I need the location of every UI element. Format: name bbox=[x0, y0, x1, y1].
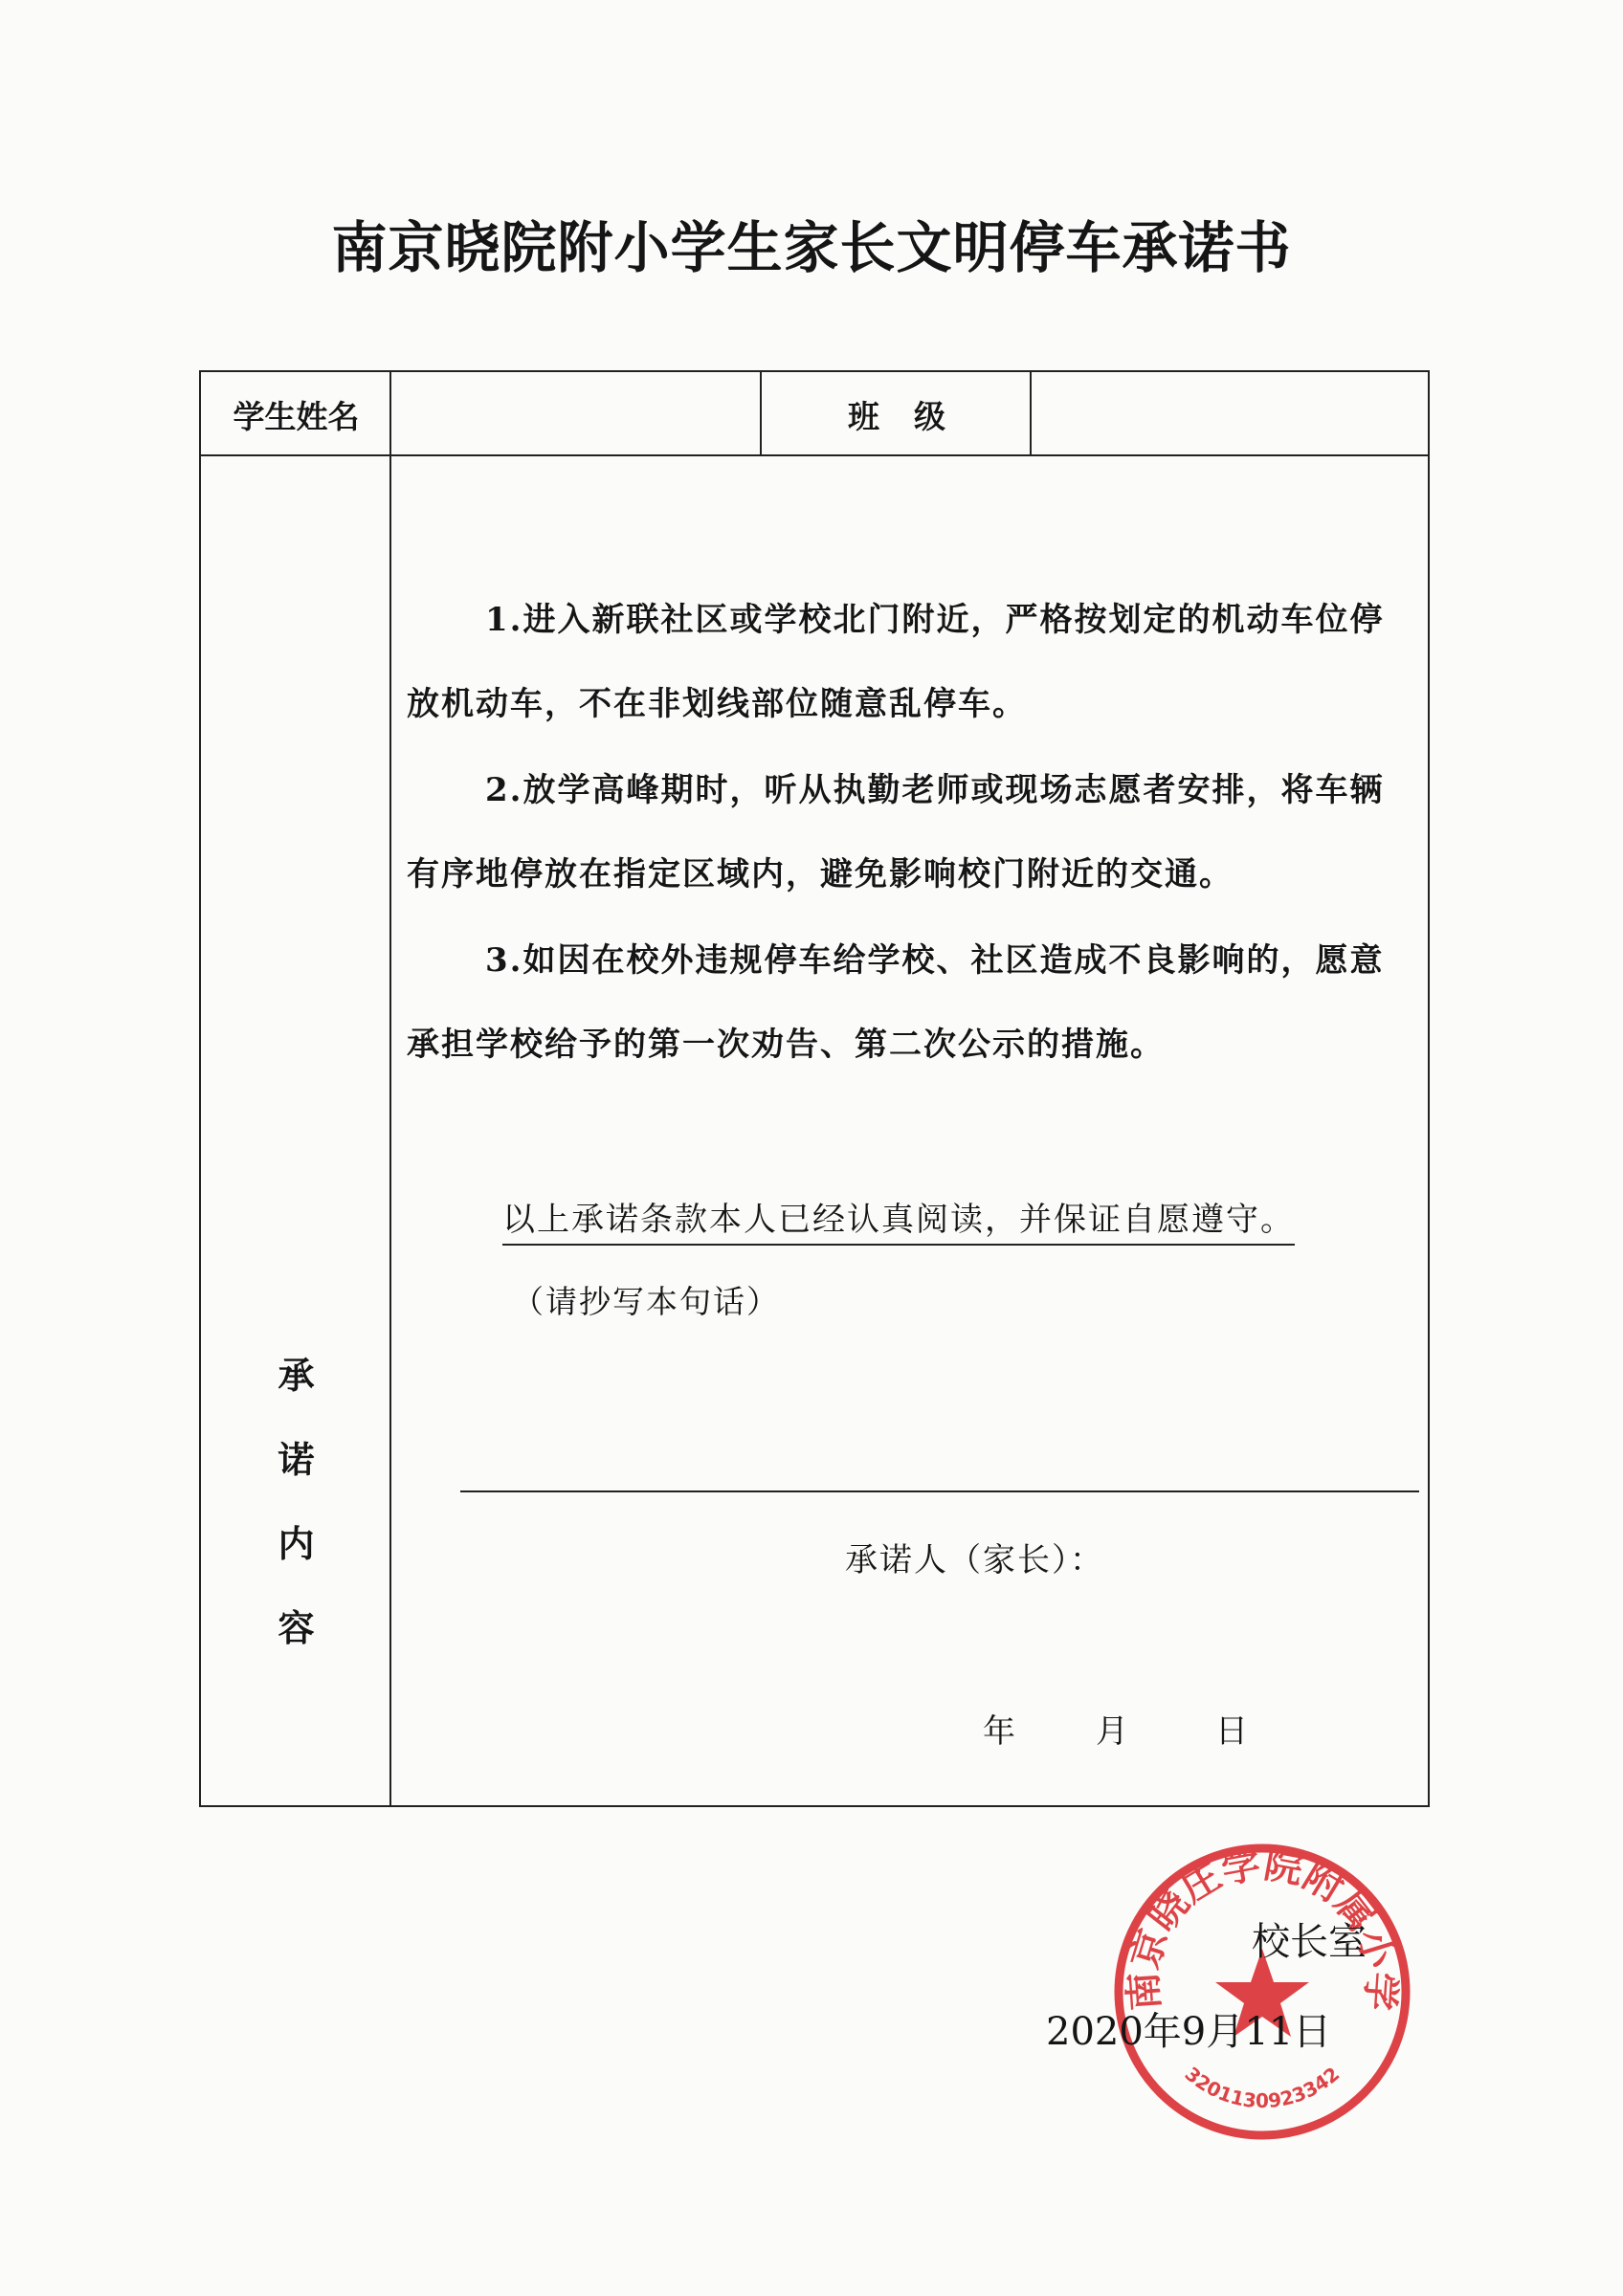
signer-label: 承诺人（家长）： bbox=[845, 1541, 1104, 1579]
class-field[interactable] bbox=[1032, 372, 1428, 456]
class-label: 班级 bbox=[848, 397, 980, 435]
seal-code-text: 3201130923342 bbox=[1180, 2062, 1345, 2113]
issuer-name: 校长室 bbox=[1252, 1920, 1367, 1964]
content-label-char: 诺 bbox=[278, 1438, 315, 1481]
content-label-char: 内 bbox=[278, 1522, 315, 1565]
document-title: 南京晓院附小学生家长文明停车承诺书 bbox=[331, 215, 1292, 280]
pledge-content-label bbox=[201, 1334, 391, 1670]
pledge-clause-3: 3.如因在校外违规停车给学校、社区造成不良影响的，愿意承担学校给予的第一次劝告、第二次公示的措施。 bbox=[407, 941, 1385, 1064]
pledge-clause-2: 2.放学高峰期时，听从执勤老师或现场志愿者安排，将车辆有序地停放在指定区域内，避免影响校门附近的交通。 bbox=[407, 771, 1385, 894]
student-name-label: 学生姓名 bbox=[233, 397, 360, 435]
official-seal-stamp bbox=[1112, 1842, 1412, 2142]
issue-date: 2020年9月11日 bbox=[1046, 2010, 1332, 2054]
date-year-label: 年 bbox=[983, 1712, 1015, 1751]
copy-sentence: 以上承诺条款本人已经认真阅读，并保证自愿遵守。 bbox=[502, 1193, 1295, 1246]
copy-hint: （请抄写本句话） bbox=[512, 1283, 780, 1320]
date-month-label: 月 bbox=[1096, 1712, 1128, 1751]
content-label-char: 容 bbox=[278, 1606, 315, 1649]
seal-name-text: 南京晓庄学院附属小学 bbox=[1121, 1842, 1404, 2012]
content-label-char: 承 bbox=[278, 1354, 315, 1397]
pledge-form-table bbox=[199, 370, 1430, 1807]
student-name-field[interactable] bbox=[391, 372, 760, 456]
pledge-clause-1: 1.进入新联社区或学校北门附近，严格按划定的机动车位停放机动车，不在非划线部位随意乱停车。 bbox=[407, 601, 1385, 723]
date-day-label: 日 bbox=[1215, 1712, 1248, 1751]
